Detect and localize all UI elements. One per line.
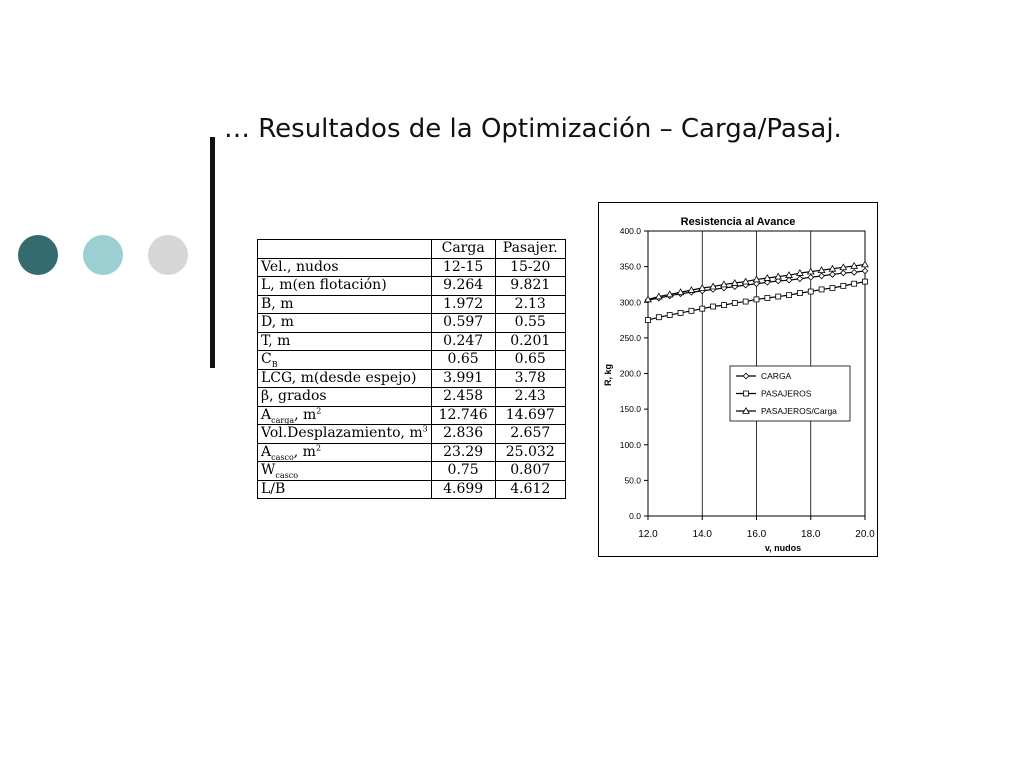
series-2-point xyxy=(743,299,748,304)
table-header-pasajer: Pasajer. xyxy=(495,240,565,259)
cell-pasajer: 15-20 xyxy=(495,258,565,277)
cell-pasajer: 2.657 xyxy=(495,425,565,444)
table-row xyxy=(258,277,566,296)
row-label: Vel., nudos xyxy=(258,258,432,277)
table-header-empty xyxy=(258,240,432,259)
series-1-point xyxy=(786,277,792,283)
series-2-point xyxy=(776,294,781,299)
series-2-point xyxy=(678,310,683,315)
chart-x-label: v, nudos xyxy=(764,543,802,553)
resistance-chart xyxy=(599,203,877,556)
cell-carga: 4.699 xyxy=(431,480,495,499)
legend-label: PASAJEROS/Carga xyxy=(761,406,837,416)
series-1-point xyxy=(841,270,847,276)
cell-pasajer: 2.43 xyxy=(495,388,565,407)
row-label: $W_{casco}$ xyxy=(258,462,432,481)
row-label: $A_{casco}$, $m^2$ xyxy=(258,443,432,462)
series-2-point xyxy=(711,304,716,309)
table-row xyxy=(258,388,566,407)
cell-pasajer: 0.55 xyxy=(495,314,565,333)
legend-marker xyxy=(744,391,749,396)
cell-carga: 0.247 xyxy=(431,332,495,351)
series-1-point xyxy=(808,275,814,281)
cell-carga: 12-15 xyxy=(431,258,495,277)
cell-carga: 1.972 xyxy=(431,295,495,314)
series-2-point xyxy=(787,293,792,298)
legend-label: PASAJEROS xyxy=(761,388,812,399)
legend-label: CARGA xyxy=(761,371,792,381)
row-label: D, m xyxy=(258,314,432,333)
decor-circle-dark xyxy=(18,235,58,275)
row-label: L/B xyxy=(258,480,432,499)
table-row xyxy=(258,406,566,425)
series-1-point xyxy=(851,270,857,276)
row-label: L, m(en flotación) xyxy=(258,277,432,296)
series-2-point xyxy=(808,289,813,294)
series-2-point xyxy=(765,295,770,300)
table-row xyxy=(258,462,566,481)
cell-carga: 0.75 xyxy=(431,462,495,481)
decor-vertical-bar xyxy=(210,137,215,368)
cell-carga: 2.458 xyxy=(431,388,495,407)
slide-title: … Resultados de la Optimización – Carga/Pasaj. xyxy=(224,114,842,144)
cell-pasajer: 14.697 xyxy=(495,406,565,425)
series-2-point xyxy=(700,306,705,311)
series-2-point xyxy=(830,286,835,291)
row-label: Vol.Desplazamiento, $m^3$ xyxy=(258,425,432,444)
series-2-point xyxy=(721,303,726,308)
y-tick-label: 100.0 xyxy=(619,439,641,450)
table-row xyxy=(258,332,566,351)
cell-carga: 23.29 xyxy=(431,443,495,462)
series-2-point xyxy=(667,313,672,318)
table-row xyxy=(258,351,566,370)
series-3-point xyxy=(862,261,868,267)
x-tick-label: 16.0 xyxy=(746,529,767,540)
table-row xyxy=(258,295,566,314)
y-tick-label: 200.0 xyxy=(619,368,641,379)
cell-pasajer: 25.032 xyxy=(495,443,565,462)
y-tick-label: 250.0 xyxy=(619,332,641,343)
table-row xyxy=(258,480,566,499)
row-label: $A_{carga}$, $m^2$ xyxy=(258,406,432,425)
cell-pasajer: 0.65 xyxy=(495,351,565,370)
y-tick-label: 300.0 xyxy=(619,297,641,308)
x-tick-label: 20.0 xyxy=(855,529,875,540)
row-label: LCG, m(desde espejo) xyxy=(258,369,432,388)
parameters-table xyxy=(257,239,566,499)
cell-pasajer: 9.821 xyxy=(495,277,565,296)
chart-frame xyxy=(598,202,878,557)
series-2-point xyxy=(646,318,651,323)
row-label: B, m xyxy=(258,295,432,314)
chart-y-label: R, kg xyxy=(603,363,613,387)
y-tick-label: 50.0 xyxy=(624,475,641,486)
series-2-point xyxy=(863,279,868,284)
cell-carga: 2.836 xyxy=(431,425,495,444)
y-tick-label: 150.0 xyxy=(619,404,641,415)
row-label: T, m xyxy=(258,332,432,351)
y-tick-label: 350.0 xyxy=(619,261,641,272)
x-tick-label: 12.0 xyxy=(638,529,658,540)
table-header-carga: Carga xyxy=(431,240,495,259)
series-2-point xyxy=(797,290,802,295)
series-2-point xyxy=(852,281,857,286)
row-label: β, grados xyxy=(258,388,432,407)
table-row xyxy=(258,425,566,444)
table-row xyxy=(258,443,566,462)
cell-pasajer: 4.612 xyxy=(495,480,565,499)
series-1-point xyxy=(797,276,803,282)
series-1-point xyxy=(819,273,825,279)
chart-title: Resistencia al Avance xyxy=(680,216,796,228)
cell-pasajer: 0.201 xyxy=(495,332,565,351)
row-label: $C_B$ xyxy=(258,351,432,370)
series-2-point xyxy=(656,315,661,320)
x-tick-label: 18.0 xyxy=(801,529,821,540)
series-2-point xyxy=(689,308,694,313)
cell-pasajer: 3.78 xyxy=(495,369,565,388)
series-2-point xyxy=(732,300,737,305)
series-2-point xyxy=(841,283,846,288)
cell-carga: 0.65 xyxy=(431,351,495,370)
cell-pasajer: 2.13 xyxy=(495,295,565,314)
series-1-point xyxy=(862,268,868,274)
series-2-point xyxy=(819,287,824,292)
cell-carga: 0.597 xyxy=(431,314,495,333)
series-2-point xyxy=(754,297,759,302)
decor-circle-gray xyxy=(148,235,188,275)
table-row xyxy=(258,314,566,333)
cell-pasajer: 0.807 xyxy=(495,462,565,481)
table-row xyxy=(258,258,566,277)
table-row xyxy=(258,369,566,388)
y-tick-label: 400.0 xyxy=(619,226,641,236)
table-header-row xyxy=(258,240,566,259)
y-tick-label: 0.0 xyxy=(629,511,641,521)
cell-carga: 9.264 xyxy=(431,277,495,296)
series-1-point xyxy=(830,272,836,278)
cell-carga: 3.991 xyxy=(431,369,495,388)
x-tick-label: 14.0 xyxy=(692,529,712,540)
decor-circle-teal xyxy=(83,235,123,275)
cell-carga: 12.746 xyxy=(431,406,495,425)
